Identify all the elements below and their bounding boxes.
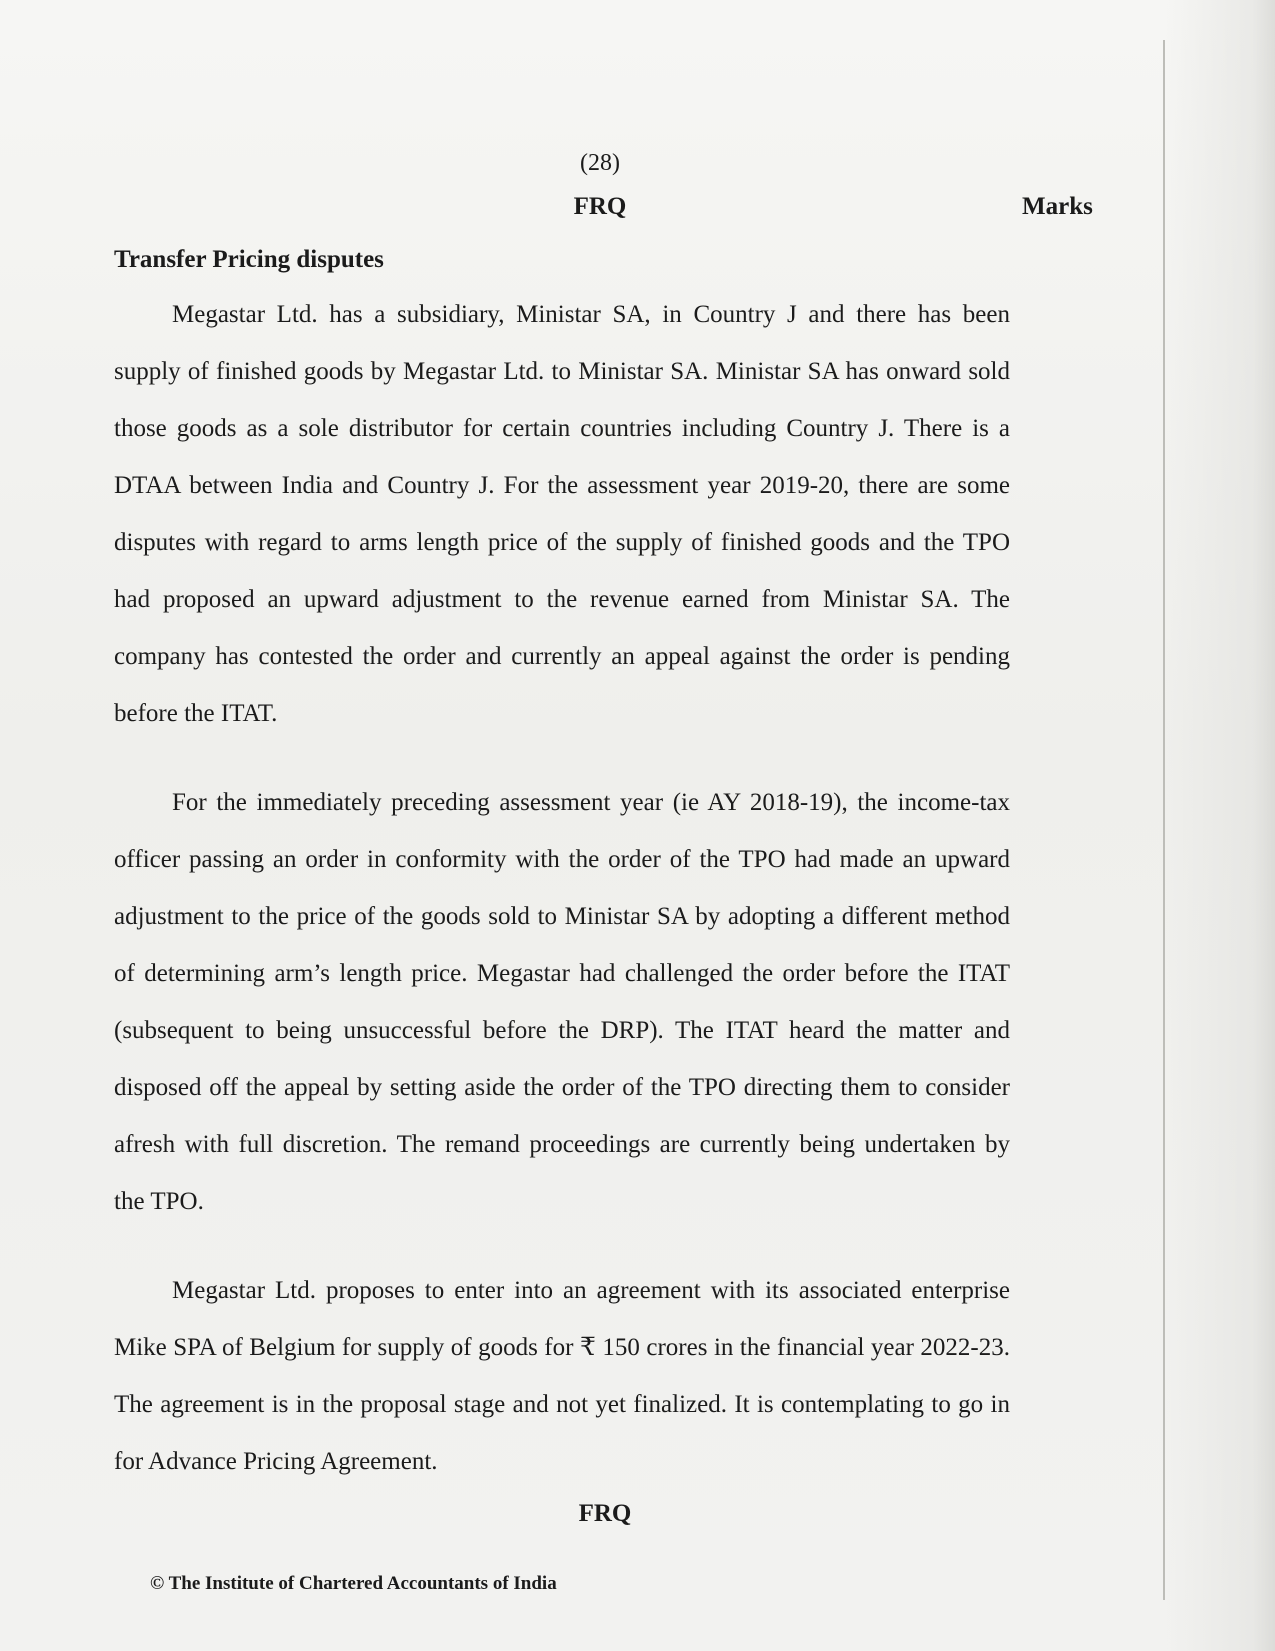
section-title: Transfer Pricing disputes xyxy=(114,246,384,273)
body-text xyxy=(114,286,1010,1522)
header-frq-label: FRQ xyxy=(573,193,627,220)
scan-fold-line xyxy=(1163,40,1165,1600)
paragraph-2: For the immediately preceding assessment year (ie AY 2018-19), the income-tax officer passing an order in conformity with the order of the TPO had made an upward adjustment to the price of the goods sold to Ministar SA by adopting a different method of determining arm’s length price. Megastar had challenged the order before the ITAT (subsequent to being unsuccessful before the DRP). The ITAT heard the matter and disposed off the appeal by setting aside the order of the TPO directing them to consider afresh with full discretion. The remand proceedings are currently being undertaken by the TPO. xyxy=(114,789,1010,1215)
footer-frq-label: FRQ xyxy=(578,1500,632,1527)
paragraph-1: Megastar Ltd. has a subsidiary, Ministar SA, in Country J and there has been supply of finished goods by Megastar Ltd. to Ministar SA. Ministar SA has onward sold those goods as a sole distributor for certain countries including Country J. There is a DTAA between India and Country J. For the assessment year 2019-20, there are some disputes with regard to arms length price of the supply of finished goods and the TPO had proposed an upward adjustment to the revenue earned from Ministar SA. The company has contested the order and currently an appeal against the order is pending before the ITAT. xyxy=(114,301,1010,727)
marks-column-label: Marks xyxy=(1022,193,1093,220)
copyright-notice: © The Institute of Chartered Accountants of India xyxy=(150,1573,557,1594)
paragraph-3: Megastar Ltd. proposes to enter into an agreement with its associated enterprise Mike SPA of Belgium for supply of goods for ₹ 150 crores in the financial year 2022-23. The agreement is in the proposal stage and not yet finalized. It is contemplating to go in for Advance Pricing Agreement. xyxy=(114,1277,1010,1475)
scan-shadow-edge xyxy=(1165,0,1275,1651)
page-number: (28) xyxy=(580,150,620,176)
